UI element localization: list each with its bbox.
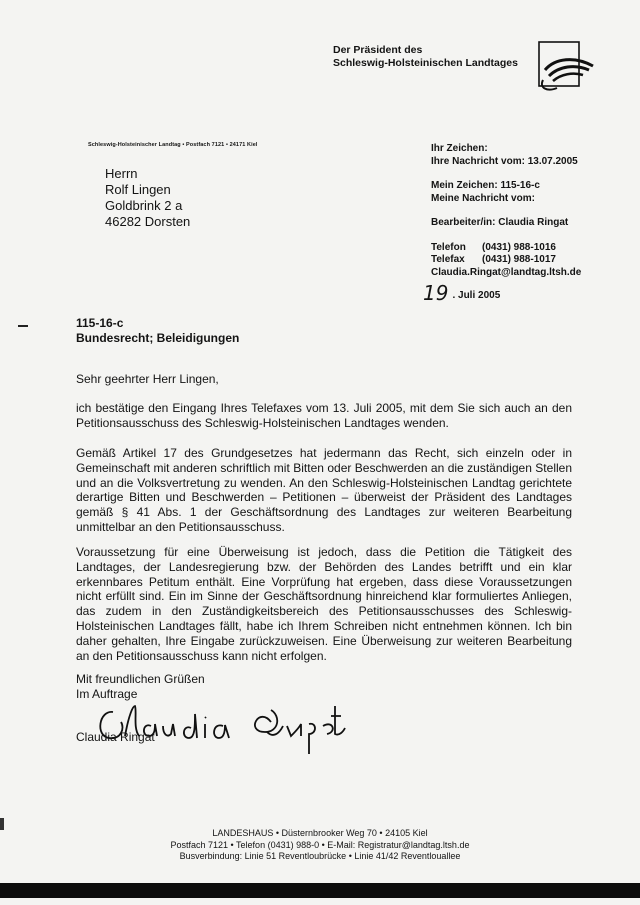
recipient-salutation: Herrn [105, 166, 138, 181]
signatory-name: Claudia Ringat [76, 730, 155, 744]
telefon-value: (0431) 988-1016 [482, 241, 556, 253]
paragraph-1: ich bestätige den Eingang Ihres Telefaxes vom 13. Juli 2005, mit dem Sie sich auch an den Petitionsausschuss des Schleswig-Holsteinischen Landtages wenden. [76, 401, 572, 430]
letterhead-title [333, 44, 518, 70]
handwritten-day: 19 [423, 281, 449, 305]
reference-block [431, 143, 581, 279]
letter-date [423, 281, 500, 305]
paragraph-2: Gemäß Artikel 17 des Grundgesetzes hat jedermann das Recht, sich einzeln oder in Gemeinschaft mit anderen schriftlich mit Bitten oder Beschwerden an die zuständigen Stellen und an die Volksvertretung zu wenden. An den Schleswig-Holsteinischen Landtag gerichtete derartige Bitten und Beschwerden – Petitionen – überweist der Präsident des Landtages gemäß § 41 Abs. 1 der Geschäftsordnung des Landtages zur weiteren Bearbeitung unmittelbar an den Petitionsausschuss. [76, 446, 572, 534]
subject-reference: 115-16-c [76, 316, 124, 330]
meine-nachricht: Meine Nachricht vom: [431, 192, 535, 204]
letterhead-line-1: Der Präsident des [333, 44, 423, 56]
telefon-row [431, 242, 581, 255]
subject-title: Bundesrecht; Beleidigungen [76, 331, 240, 345]
paragraph-3: Voraussetzung für eine Überweisung ist jedoch, dass die Petition die Tätigkeit des Landtages, der Landesregierung bzw. der Behörden des Landes betrifft und ein klar erkennbares Petitum enthält. Eine Vorprüfung hat ergeben, dass diese Voraussetzungen nicht erfüllt sind. Ein im Sinne der Geschäftsordnung hinreichend klar formuliertes Anliegen, das zudem in den Zuständigkeitsbereich des Petitionsausschusses des Schleswig-Holsteinischen Landtages fällt, habe ich Ihrem Schreiben nicht entnehmen können. Ich bin daher gehalten, Ihre Eingabe zurückzuweisen. Eine Überweisung zur weiteren Bearbeitung an den Petitionsausschuss kann nicht erfolgen. [76, 545, 572, 663]
footer-line-2: Postfach 7121 • Telefon (0431) 988-0 • E-Mail: Registratur@landtag.ltsh.de [170, 839, 470, 850]
sender-return-address: Schleswig-Holsteinischer Landtag • Postfach 7121 • 24171 Kiel [88, 142, 258, 148]
closing-im-auftrage: Im Auftrage [76, 686, 138, 701]
greeting: Sehr geehrter Herr Lingen, [76, 372, 219, 386]
recipient-city: 46282 Dorsten [105, 214, 191, 229]
recipient-address [105, 166, 190, 230]
mein-zeichen: Mein Zeichen: 115-16-c [431, 180, 540, 191]
printed-month-year: . Juli 2005 [452, 290, 501, 301]
subject [76, 316, 239, 346]
telefon-label: Telefon [431, 241, 466, 253]
margin-mark [0, 818, 4, 830]
scan-edge-bar [0, 883, 640, 898]
email-address: Claudia.Ringat@landtag.ltsh.de [431, 266, 582, 278]
bearbeiter: Bearbeiter/in: Claudia Ringat [431, 217, 569, 228]
closing-regards: Mit freundlichen Grüßen [76, 672, 205, 686]
ihr-zeichen: Ihr Zeichen: [431, 143, 488, 154]
fold-mark [18, 325, 28, 327]
footer [0, 828, 640, 863]
telefax-value: (0431) 988-1017 [482, 254, 556, 265]
telefax-row [431, 254, 581, 267]
recipient-name: Rolf Lingen [105, 182, 171, 197]
footer-line-1: LANDESHAUS • Düsternbrooker Weg 70 • 24105 Kiel [212, 828, 428, 838]
handwritten-signature [95, 692, 385, 762]
ihre-nachricht: Ihre Nachricht vom: 13.07.2005 [431, 155, 578, 167]
footer-line-3: Busverbindung: Linie 51 Reventloubrücke • Linie 41/42 Reventlouallee [179, 851, 461, 861]
letterhead-line-2: Schleswig-Holsteinischen Landtages [333, 57, 518, 69]
recipient-street: Goldbrink 2 a [105, 198, 183, 213]
landtag-logo-icon [535, 40, 597, 94]
telefax-label: Telefax [431, 254, 465, 265]
